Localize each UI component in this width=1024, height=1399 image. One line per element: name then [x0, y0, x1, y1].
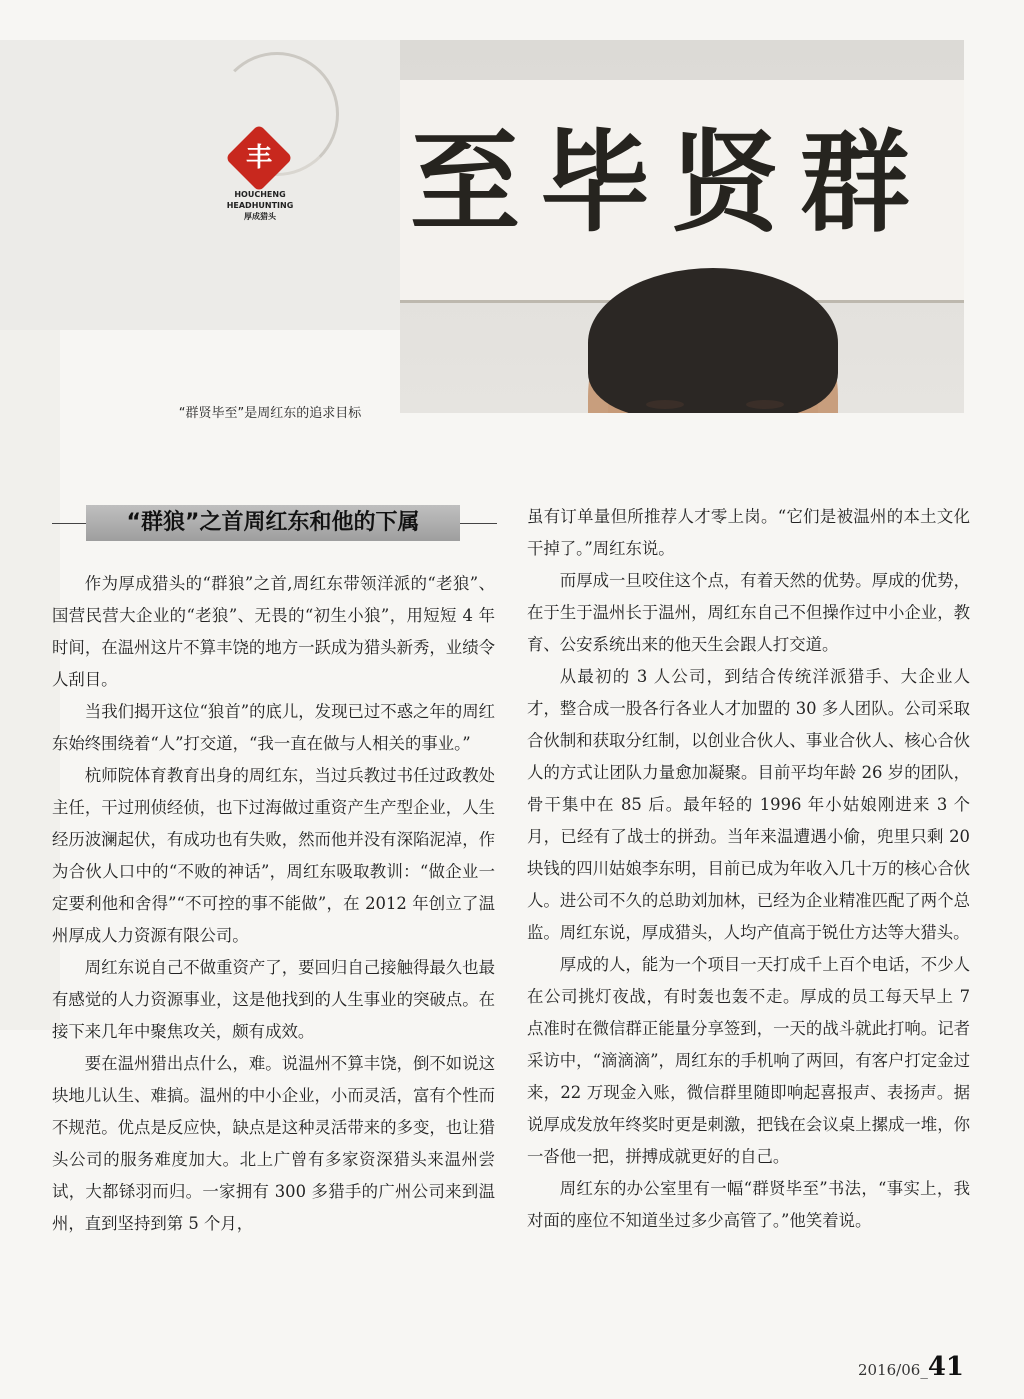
logo-line-2: HEADHUNTING: [226, 201, 294, 210]
left-paragraph-5: 要在温州猎出点什么，难。说温州不算丰饶，倒不如说这块地儿认生、难搞。温州的中小企业，小而灵活，富有个性而不规范。优点是反应快，缺点是这种灵活带来的多变，也让猎头公司的服务难度加大。北上广曾有多家资深猎头来温州尝试，大都铩羽而归。一家拥有 300 多猎手的广州公司来到温州，直到坚持到第 5 个月，: [52, 1054, 495, 1233]
background-bleed: [0, 40, 400, 330]
right-paragraph-1: 而厚成一旦咬住这个点，有着天然的优势。厚成的优势，在于生于温州长于温州，周红东自己不但操作过中小企业，教育、公安系统出来的他天生会跟人打交道。: [527, 571, 970, 654]
section-heading: [52, 505, 497, 541]
logo-line-1: HOUCHENG: [234, 190, 286, 199]
photo-caption: “群贤毕至”是周红东的追求目标: [178, 406, 362, 421]
calligraphy-text: 至毕贤群: [410, 118, 930, 247]
right-paragraph-continued: 虽有订单量但所推荐人才零上岗。“它们是被温州的本土文化干掉了。”周红东说。: [527, 507, 970, 558]
portrait-photo: [400, 40, 964, 413]
right-column: [527, 501, 970, 1237]
logo-glyph: 丰: [245, 143, 272, 173]
section-title: “群狼”之首周红东和他的下属: [126, 510, 420, 535]
person-hair: [588, 268, 838, 413]
right-paragraph-4: 周红东的办公室里有一幅“群贤毕至”书法，“事实上，我对面的座位不知道坐过多少高管了。”他笑着说。: [527, 1179, 970, 1230]
left-paragraph-4: 周红东说自己不做重资产了，要回归自己接触得最久也最有感觉的人力资源事业，这是他找到的人生事业的突破点。在接下来几年中聚焦攻关，颇有成效。: [52, 958, 495, 1041]
left-paragraph-3: 杭师院体育教育出身的周红东，当过兵教过书任过政教处主任，干过刑侦经侦，也下过海做过重资产生产型企业，人生经历波澜起伏，有成功也有失败，然而他并没有深陷泥淖，作为合伙人口中的“不败的神话”，周红东吸取教训：“做企业一定要利他和舍得”“不可控的事不能做”，在 2012 年创立了温州厚成人力资源有限公司。: [52, 766, 495, 945]
logo-text: [205, 189, 315, 222]
logo-line-3: 厚成猎头: [244, 212, 276, 221]
left-column: [52, 568, 495, 1240]
right-paragraph-2: 从最初的 3 人公司，到结合传统洋派猎手、大企业人才，整合成一股各行各业人才加盟的 30 多人团队。公司采取合伙制和获取分红制，以创业合伙人、事业合伙人、核心合伙人的方式让团队力量愈加凝聚。目前平均年龄 26 岁的团队，骨干集中在 85 后。最年轻的 1996 年小姑娘刚进来 3 个月，已经有了战士的拼劲。当年来温遭遇小偷，兜里只剩 20 块钱的四川姑娘李东明，目前已成为年收入几十万的核心合伙人。进公司不久的总助刘加林，已经为企业精准匹配了两个总监。周红东说，厚成猎头，人均产值高于锐仕方达等大猎头。: [527, 667, 970, 942]
background-bleed-margin: [0, 330, 60, 1030]
right-eye: [746, 400, 784, 409]
left-paragraph-1: 作为厚成猎头的“群狼”之首,周红东带领洋派的“老狼”、国营民营大企业的“老狼”、无畏的“初生小狼”，用短短 4 年时间，在温州这片不算丰饶的地方一跃成为猎头新秀，业绩令人刮目。: [52, 574, 495, 689]
footer-separator: _: [920, 1361, 928, 1379]
company-logo: [215, 52, 335, 221]
heading-rule-left: [52, 523, 86, 524]
left-paragraph-2: 当我们揭开这位“狼首”的底儿，发现已过不惑之年的周红东始终围绕着“人”打交道，“我一直在做与人相关的事业。”: [52, 702, 495, 753]
issue-date: 2016/06: [858, 1361, 921, 1379]
page-number: 41: [927, 1352, 965, 1382]
right-paragraph-3: 厚成的人，能为一个项目一天打成千上百个电话，不少人在公司挑灯夜战，有时轰也轰不走。厚成的员工每天早上 7 点准时在微信群正能量分享签到，一天的战斗就此打响。记者采访中，“滴滴滴”，周红东的手机响了两回，有客户打定金过来，22 万现金入账，微信群里随即响起喜报声、表扬声。据说厚成发放年终奖时更是刺激，把钱在会议桌上摞成一堆，你一沓他一把，拼搏成就更好的自己。: [527, 955, 970, 1166]
page-footer: [858, 1352, 964, 1382]
heading-rule-right: [460, 523, 497, 524]
left-eye: [646, 400, 684, 409]
